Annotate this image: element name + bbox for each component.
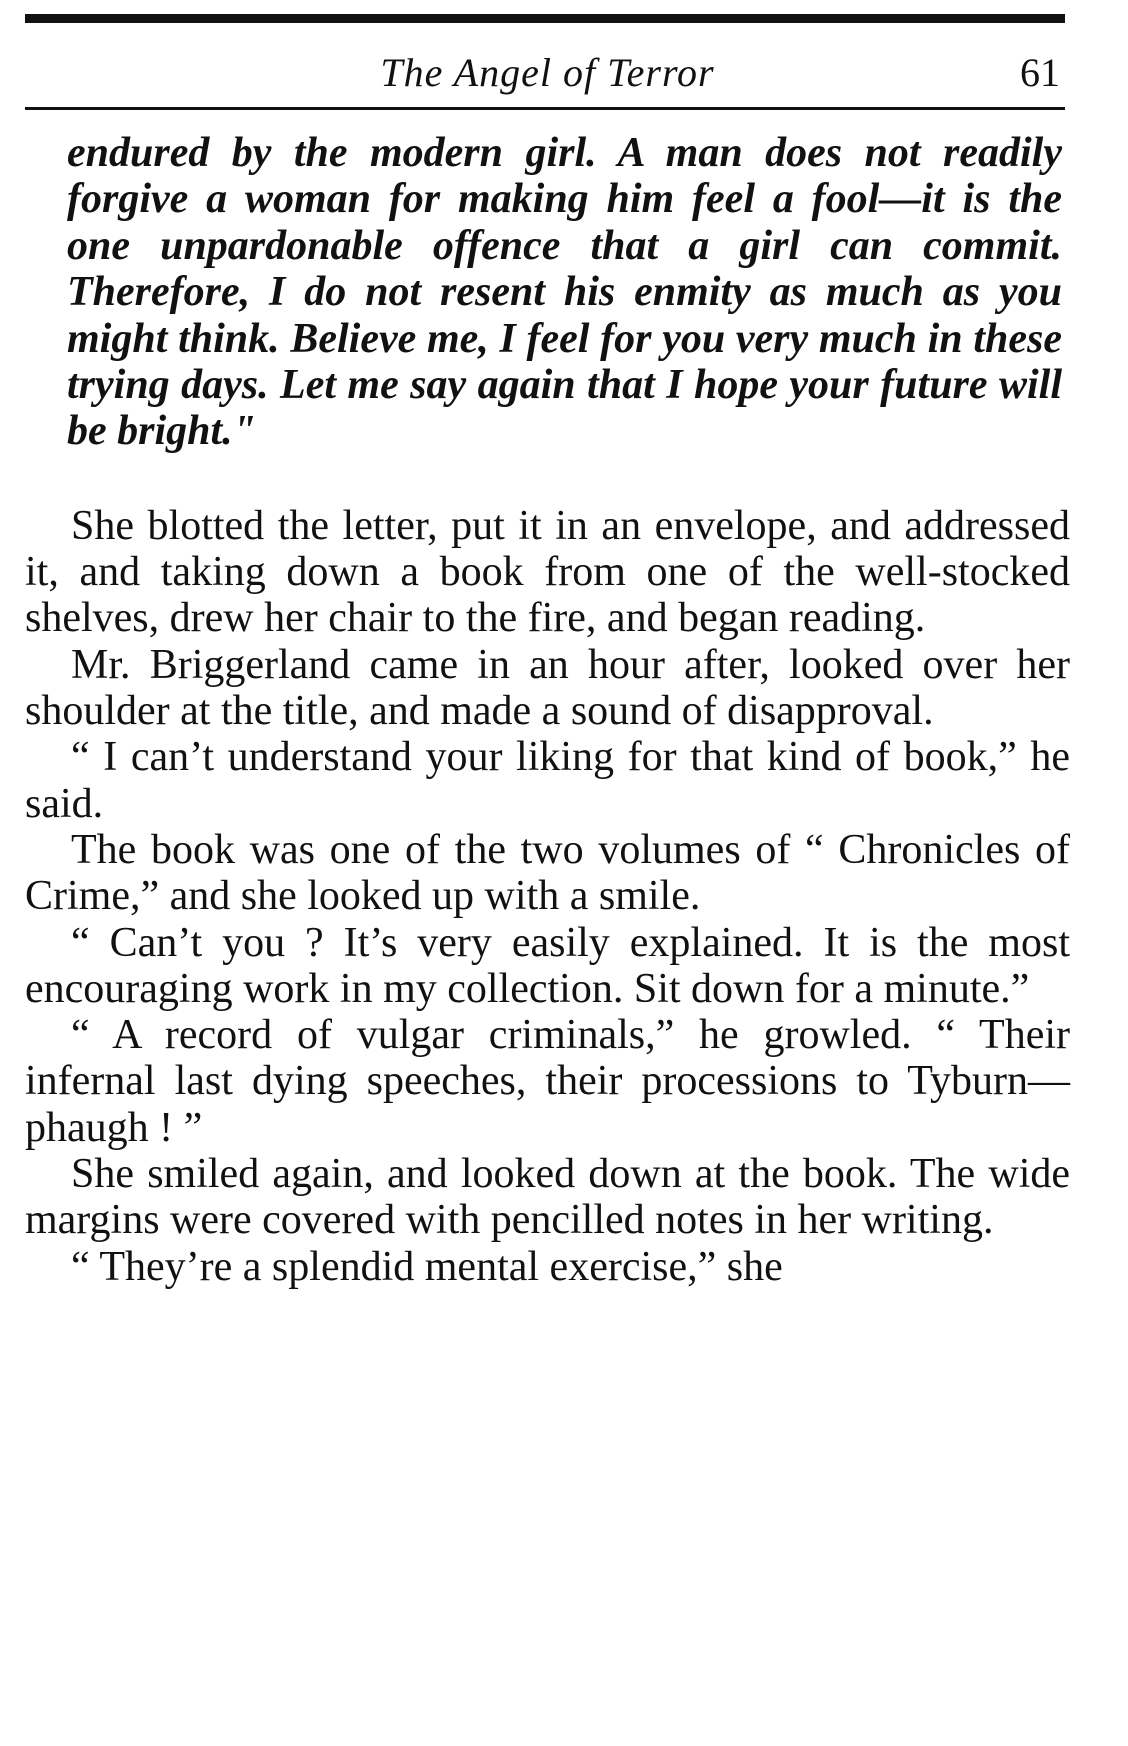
book-page [25,14,1070,1714]
letter-excerpt [67,130,1062,455]
paragraph-7: She smiled again, and looked down at the book. The wide margins were covered with pencilled notes in her writing. [25,1151,1070,1244]
running-title: The Angel of Terror [380,50,715,95]
letter-paragraph: endured by the modern girl. A man does not readily forgive a woman for making him feel a fool—it is the one unpardonable offence that a girl can commit. Therefore, I do not resent his enmity as much as you might think. Believe me, I feel for you very much in these trying days. Let me say again that I hope your future will be bright." [67,130,1062,455]
paragraph-1: She blotted the letter, put it in an envelope, and addressed it, and taking down a book from one of the well-stocked shelves, drew her chair to the fire, and began reading. [25,502,1070,642]
page-number: 61 [1020,50,1060,95]
paragraph-5: “ Can’t you ? It’s very easily explained. It is the most encouraging work in my collection. Sit down for a minute.” [25,919,1070,1012]
paragraph-3: “ I can’t understand your liking for that kind of book,” he said. [25,734,1070,827]
paragraph-4: The book was one of the two volumes of “ Chronicles of Crime,” and she looked up with a smile. [25,826,1070,920]
header-rule [25,107,1065,110]
top-rule [25,14,1065,23]
running-header [25,23,1070,107]
paragraph-8: “ They’re a splendid mental exercise,” she [71,1243,783,1290]
paragraph-6: “ A record of vulgar criminals,” he growled. “ Their infernal last dying speeches, their processions to Tyburn—phaugh ! ” [25,1012,1070,1151]
paragraph-2: Mr. Briggerland came in an hour after, looked over her shoulder at the title, and made a sound of disapproval. [25,641,1070,735]
body-text [25,503,1070,1290]
